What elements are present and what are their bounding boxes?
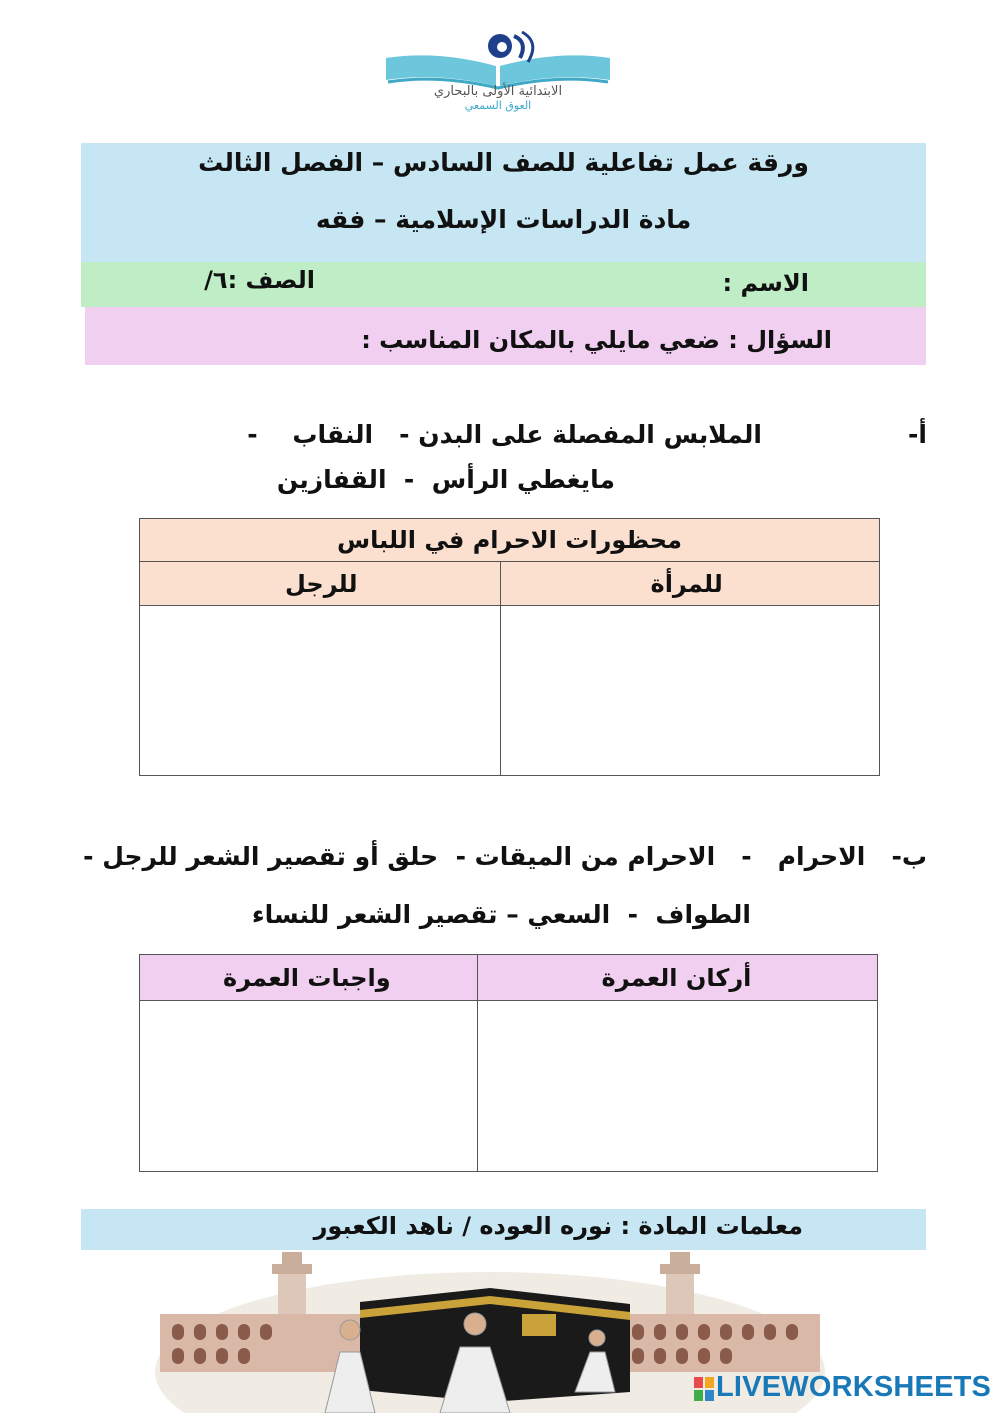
class-label: الصف :٦/ (204, 266, 315, 294)
name-label: الاسم : (722, 269, 809, 297)
ihram-clothing-table (139, 518, 880, 776)
school-department: العوق السمعي (464, 99, 532, 112)
column-header-women: للمرأة (500, 562, 879, 606)
drop-zone-umrah-duties[interactable] (140, 1001, 478, 1172)
column-header-umrah-pillars: أركان العمرة (477, 955, 877, 1001)
worksheet-title: ورقة عمل تفاعلية للصف السادس – الفصل الثالث (198, 148, 809, 177)
column-header-umrah-duties: واجبات العمرة (140, 955, 478, 1001)
drop-zone-umrah-pillars[interactable] (477, 1001, 877, 1172)
section-a-word-bank-line1[interactable]: الملابس المفصلة على البدن - النقاب - (247, 420, 762, 449)
umrah-table (139, 954, 878, 1172)
section-a-marker: أ- (908, 420, 927, 449)
section-b-word-bank-line2[interactable]: الطواف - السعي – تقصير الشعر للنساء (251, 900, 751, 929)
school-name: الابتدائية الأولى بالبحاري (433, 84, 563, 99)
column-header-men: للرجل (140, 562, 501, 606)
drop-zone-men[interactable] (140, 606, 501, 776)
section-b-word-bank-line1[interactable]: ب- الاحرام - الاحرام من الميقات - حلق أو تقصير الشعر للرجل - (83, 842, 927, 871)
teachers-names: معلمات المادة : نوره العوده / ناهد الكعبور (313, 1212, 803, 1240)
section-a-word-bank-line2[interactable]: مايغطي الرأس - القفازين (276, 465, 615, 494)
drop-zone-women[interactable] (500, 606, 879, 776)
liveworksheets-brand[interactable]: LIVEWORKSHEETS (716, 1371, 992, 1403)
question-text: السؤال : ضعي مايلي بالمكان المناسب : (361, 326, 832, 354)
liveworksheets-logo-icon (693, 1376, 715, 1402)
ihram-table-title: محظورات الاحرام في اللباس (140, 519, 880, 562)
subject-title: مادة الدراسات الإسلامية – فقه (315, 205, 692, 234)
